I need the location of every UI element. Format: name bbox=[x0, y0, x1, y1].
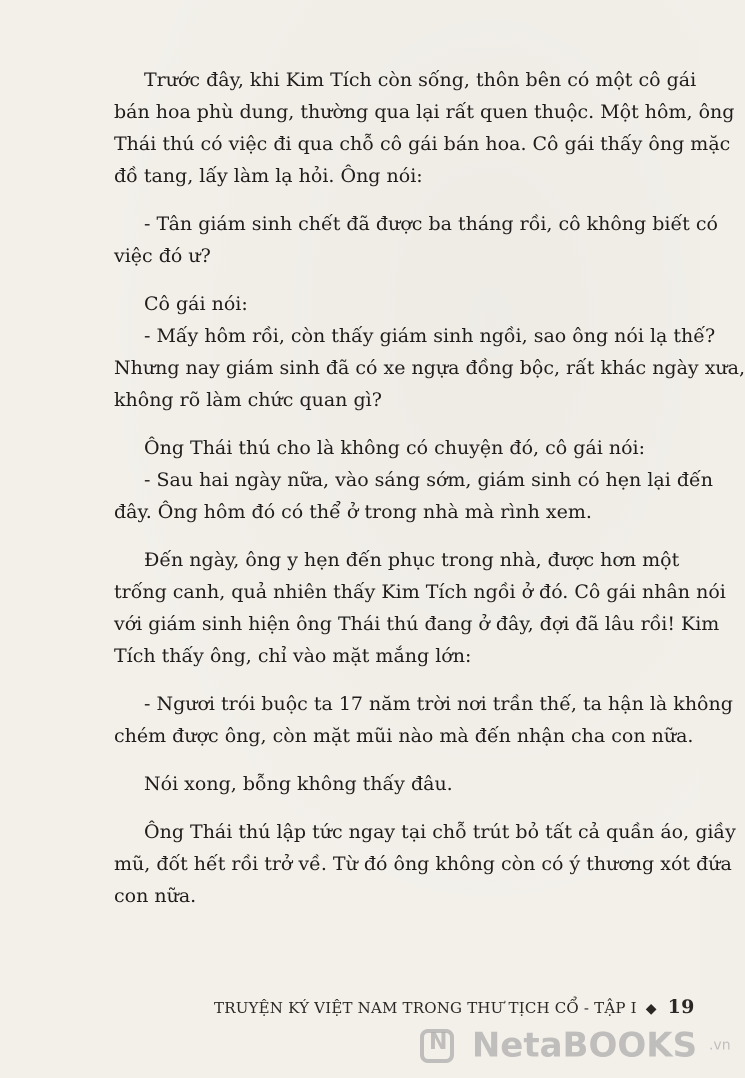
paragraph-4 bbox=[114, 432, 713, 528]
text-line: đây. Ông hôm đó có thể ở trong nhà mà rình xem. bbox=[114, 501, 592, 523]
running-title: TRUYỆN KÝ VIỆT NAM TRONG THƯ TỊCH CỔ - TẬP I bbox=[214, 999, 637, 1017]
text-line: Trước đây, khi Kim Tích còn sống, thôn bên có một cô gái bbox=[144, 69, 697, 91]
text-line: trống canh, quả nhiên thấy Kim Tích ngồi ở đó. Cô gái nhân nói bbox=[114, 581, 726, 603]
text-line: - Sau hai ngày nữa, vào sáng sớm, giám sinh có hẹn lại đến bbox=[144, 469, 713, 491]
text-line: - Ngươi trói buộc ta 17 năm trời nơi trần thế, ta hận là không bbox=[144, 693, 733, 715]
netabooks-logo-icon bbox=[420, 1029, 454, 1063]
text-line: - Mấy hôm rồi, còn thấy giám sinh ngồi, sao ông nói lạ thế? bbox=[144, 325, 716, 347]
text-line: không rõ làm chức quan gì? bbox=[114, 389, 382, 411]
paragraph-2 bbox=[114, 208, 718, 272]
diamond-icon: ◆ bbox=[645, 1001, 657, 1017]
text-line: Tích thấy ông, chỉ vào mặt mắng lớn: bbox=[114, 645, 472, 667]
page-body bbox=[114, 64, 745, 928]
text-line: - Tân giám sinh chết đã được ba tháng rồi, cô không biết có bbox=[144, 213, 718, 235]
watermark-suffix: .vn bbox=[708, 1037, 731, 1054]
page-number: 19 bbox=[667, 996, 695, 1018]
paragraph-8 bbox=[114, 816, 736, 912]
text-line: chém được ông, còn mặt mũi nào mà đến nhận cha con nữa. bbox=[114, 725, 694, 747]
paragraph-3 bbox=[114, 288, 745, 416]
watermark-brand: NetaBOOKS bbox=[471, 1025, 698, 1066]
text-line: Cô gái nói: bbox=[144, 293, 248, 315]
text-line: đồ tang, lấy làm lạ hỏi. Ông nói: bbox=[114, 165, 423, 187]
paragraph-7 bbox=[114, 768, 628, 800]
text-line: việc đó ư? bbox=[114, 245, 211, 267]
text-line: với giám sinh hiện ông Thái thú đang ở đây, đợi đã lâu rồi! Kim bbox=[114, 613, 720, 635]
running-footer bbox=[214, 996, 695, 1018]
paragraph-5 bbox=[114, 544, 726, 672]
text-line: Đến ngày, ông y hẹn đến phục trong nhà, được hơn một bbox=[144, 549, 680, 571]
text-line: con nữa. bbox=[114, 885, 197, 907]
text-line: Nhưng nay giám sinh đã có xe ngựa đồng bộc, rất khác ngày xưa, bbox=[114, 357, 745, 379]
paragraph-1 bbox=[114, 64, 735, 192]
text-line: Thái thú có việc đi qua chỗ cô gái bán hoa. Cô gái thấy ông mặc bbox=[114, 133, 731, 155]
text-line: Ông Thái thú lập tức ngay tại chỗ trút bỏ tất cả quần áo, giầy bbox=[144, 821, 736, 843]
text-line: mũ, đốt hết rồi trở về. Từ đó ông không còn có ý thương xót đứa bbox=[114, 853, 732, 875]
text-line: Ông Thái thú cho là không có chuyện đó, cô gái nói: bbox=[144, 437, 645, 459]
paragraph-6 bbox=[114, 688, 733, 752]
text-line: Nói xong, bỗng không thấy đâu. bbox=[144, 773, 453, 795]
watermark bbox=[420, 1024, 731, 1066]
text-line: bán hoa phù dung, thường qua lại rất quen thuộc. Một hôm, ông bbox=[114, 101, 735, 123]
